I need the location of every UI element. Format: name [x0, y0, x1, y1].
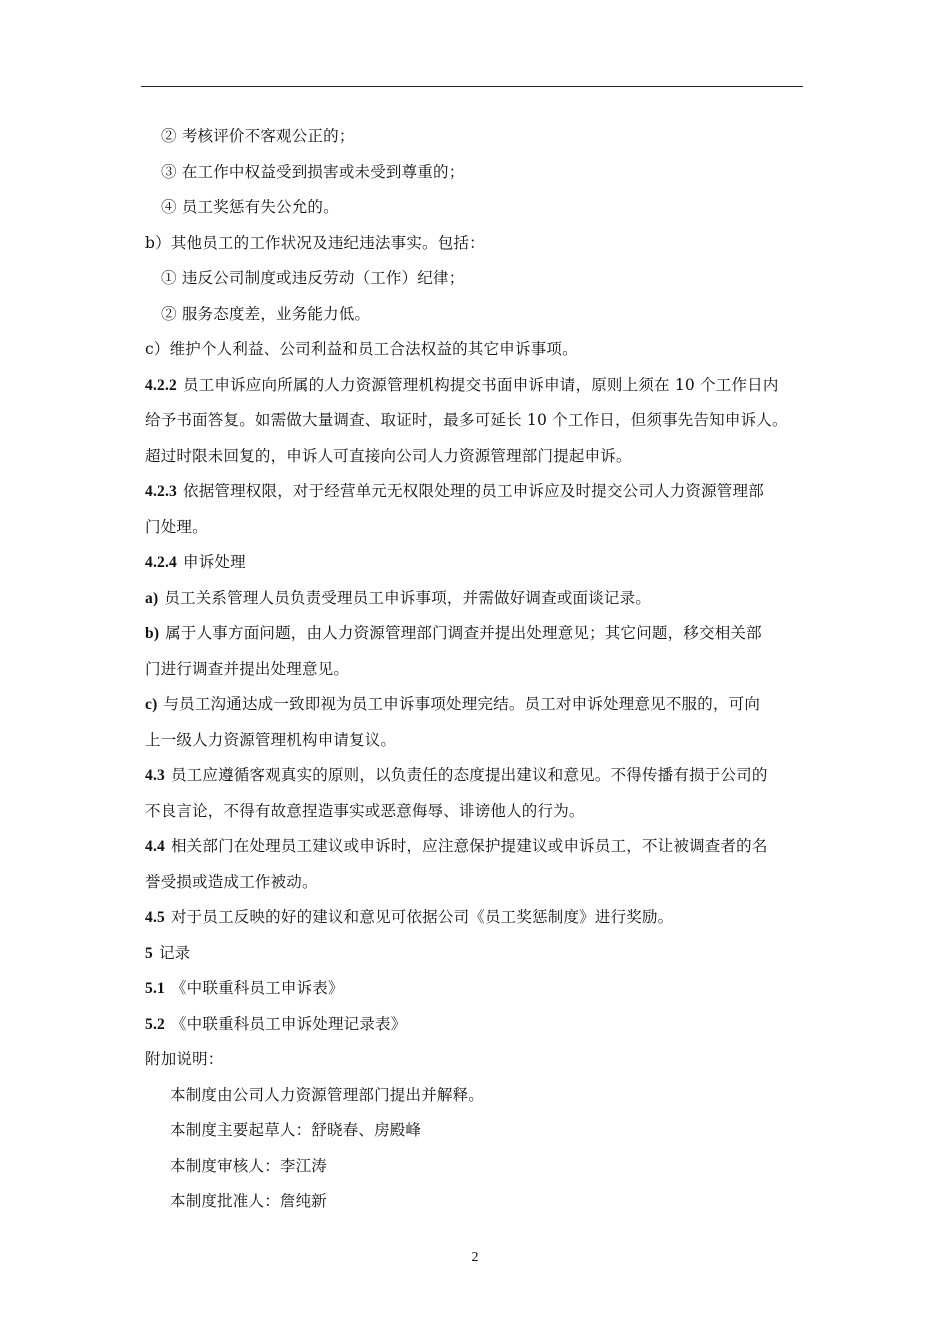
- paragraph-text: 员工应遵循客观真实的原则，以负责任的态度提出建议和意见。不得传播有损于公司的: [170, 766, 768, 784]
- paragraph-4-4: [145, 829, 810, 865]
- list-item: b）其他员工的工作状况及违纪违法事实。包括：: [145, 233, 485, 252]
- item-a: [145, 581, 810, 617]
- section-number: 5.2: [145, 1015, 165, 1033]
- section-number: 4.2.4: [145, 554, 177, 571]
- section-number: 4.2.2: [145, 376, 177, 394]
- paragraph-text: 员工申诉应向所属的人力资源管理机构提交书面申诉申请，原则上须在 10 个工作日内: [183, 375, 779, 394]
- appendix-line: 本制度批准人：詹纯新: [170, 1192, 328, 1210]
- paragraph-4-2-3: [145, 474, 810, 510]
- item-label: c): [145, 696, 158, 713]
- item-text: 与员工沟通达成一致即视为员工申诉事项处理完结。员工对申诉处理意见不服的，可向: [163, 695, 761, 713]
- paragraph-4-3: [145, 758, 810, 794]
- list-item: ② 服务态度差，业务能力低。: [161, 304, 371, 323]
- paragraph-line: 誉受损或造成工作被动。: [145, 872, 318, 891]
- item-label: b): [145, 625, 160, 642]
- record-5-2: [145, 1007, 810, 1043]
- section-number: 4.5: [145, 909, 165, 926]
- appendix-line: 本制度审核人：李江涛: [170, 1156, 328, 1175]
- section-number: 5.1: [145, 980, 165, 997]
- appendix-line: 本制度由公司人力资源管理部门提出并解释。: [170, 1085, 485, 1104]
- list-item: ③ 在工作中权益受到损害或未受到尊重的；: [161, 162, 465, 181]
- record-5-1: [145, 971, 810, 1007]
- paragraph-4-2-2: [145, 368, 810, 404]
- list-item: c）维护个人利益、公司利益和员工合法权益的其它申诉事项。: [145, 340, 578, 358]
- record-text: 《中联重科员工申诉处理记录表》: [170, 1014, 407, 1033]
- list-item: ② 考核评价不客观公正的；: [161, 127, 355, 145]
- appendix-heading: 附加说明：: [145, 1050, 224, 1068]
- list-item: ④ 员工奖惩有失公允的。: [161, 198, 339, 216]
- paragraph-line: 给予书面答复。如需做大量调查、取证时，最多可延长 10 个工作日，但须事先告知申诉人。: [145, 411, 788, 429]
- paragraph-text: 相关部门在处理员工建议或申诉时，应注意保护提建议或申诉员工，不让被调查者的名: [170, 837, 768, 855]
- section-number: 4.4: [145, 838, 165, 855]
- item-text: 员工关系管理人员负责受理员工申诉事项，并需做好调查或面谈记录。: [164, 588, 652, 607]
- item-b: [145, 616, 810, 652]
- heading-text: 申诉处理: [183, 553, 246, 571]
- list-item: ① 违反公司制度或违反劳动（工作）纪律；: [161, 269, 465, 287]
- section-number: 4.2.3: [145, 483, 177, 500]
- document-body: [145, 119, 810, 1220]
- paragraph-line: 门进行调查并提出处理意见。: [145, 659, 350, 678]
- paragraph-4-5: [145, 900, 810, 936]
- appendix-line: 本制度主要起草人：舒晓春、房殿峰: [170, 1121, 422, 1139]
- heading-text: 记录: [158, 943, 191, 962]
- section-number: 5: [145, 944, 153, 962]
- item-text: 属于人事方面问题，由人力资源管理部门调查并提出处理意见；其它问题，移交相关部: [165, 624, 762, 642]
- heading-4-2-4: [145, 545, 810, 581]
- item-label: a): [145, 589, 159, 607]
- paragraph-line: 门处理。: [145, 517, 208, 536]
- paragraph-line: 不良言论，不得有故意捏造事实或恶意侮辱、诽谤他人的行为。: [145, 801, 585, 820]
- heading-5: [145, 936, 810, 972]
- paragraph-text: 依据管理权限，对于经营单元无权限处理的员工申诉应及时提交公司人力资源管理部: [183, 482, 764, 500]
- header-rule: [141, 86, 803, 87]
- item-c: [145, 687, 810, 723]
- paragraph-line: 上一级人力资源管理机构申请复议。: [145, 730, 397, 749]
- paragraph-line: 超过时限未回复的，申诉人可直接向公司人力资源管理部门提起申诉。: [145, 446, 632, 465]
- record-text: 《中联重科员工申诉表》: [170, 979, 344, 997]
- page-number: 2: [471, 1250, 479, 1265]
- section-number: 4.3: [145, 767, 165, 784]
- paragraph-text: 对于员工反映的好的建议和意见可依据公司《员工奖惩制度》进行奖励。: [170, 908, 674, 926]
